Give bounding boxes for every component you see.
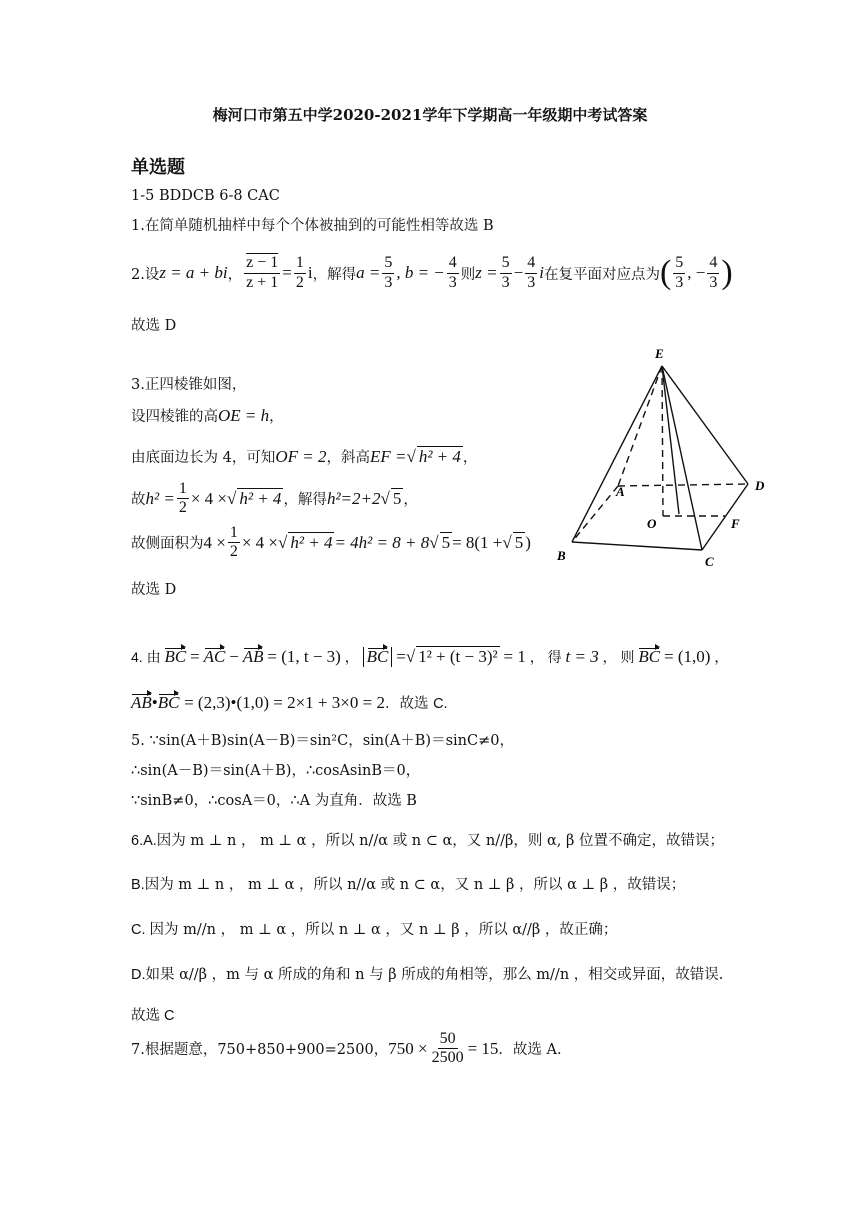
label-C: C [705,554,714,569]
q6-option-a: 6.A.因为 m ⊥ n ， m ⊥ α ，所以 n//α 或 n ⊂ α，又 n//β，则 α, β 位置不确定，故错误； [131,833,725,849]
q2-half: $\frac{1}{2}$ [295,254,304,291]
q6-option-d: D.如果 α//β ，m 与 α 所成的角和 n 与 β 所成的角相等，那么 m//n ，相交或异面，故错误. [131,967,724,983]
q3-line4: 故 h² = $\frac{1}{2}$ × 4 × √ h² + 4 ，解得 h²=2+2 √ 5 ， [131,480,418,517]
label-O: O [647,516,657,531]
edge-EA [618,366,662,486]
q2-tail: 在复平面对应点为 [543,266,660,283]
document-title: 梅河口市第五中学2020-2021学年下学期高一年级期中考试答案 [212,106,648,124]
q2-z-frac2: $\frac{4}{3}$ [527,254,536,291]
q2-minus: − [513,263,524,282]
edge-EF [662,366,679,514]
q2-answer: 故选 D [131,318,177,334]
q2-pt-sep: , − [687,263,706,282]
q2-z-eq: z = [475,263,498,282]
label-F: F [731,516,740,531]
q5-line3: ∵sinB≠0，∴cosA＝0，∴A 为直角．故选 B [131,793,417,809]
label-B: B [557,548,566,563]
q6-option-c: C. 因为 m//n ， m ⊥ α ，所以 n ⊥ α ，又 n ⊥ β ，所以 α//β ，故正确； [131,922,618,938]
q2-b-frac: $\frac{4}{3}$ [448,254,457,291]
q2-expr1: z = a + bi [159,263,228,282]
q2-a-frac: $\frac{5}{3}$ [384,254,393,291]
q2-sep: ， [227,266,243,283]
q1-explanation: 1.在简单随机抽样中每个个体被抽到的可能性相等故选 B [131,218,494,234]
q5-line2: ∴sin(A－B)＝sin(A＋B)，∴cosAsinB＝0， [131,763,421,779]
label-D: D [755,478,765,493]
label-E: E [655,346,664,361]
edge-AB [572,486,618,542]
label-A: A [616,484,625,499]
q5-line1: 5. ∵sin(A＋B)sin(A－B)＝sin²C，sin(A＋B)＝sinC≠0， [131,733,514,749]
edge-BC [572,542,702,550]
q2-mid: ，解得 [312,266,357,283]
q7-line: 7.根据题意，750+850+900=2500， 750 × $\frac{50}{2500}$ = 15 ．故选 A. [131,1030,562,1067]
q2-i: i [307,263,313,282]
section-heading: 单选题 [131,157,185,178]
pyramid-figure [550,338,780,574]
edge-EO [662,366,663,516]
edge-AD [618,484,748,486]
q6-answer: 故选 C [131,1008,175,1024]
q2-line: 2.设 z = a + bi ， $\frac{z - 1}{z + 1}$ = $\frac{1}{2}$ i ，解得 a = $\frac{5}{3}$ , b = − $\frac{4}{3}$ 则 z = $\frac{5}{3}$ − $\frac{4}{3}$ i 在复平面对应点为 ( $\frac{5}{3}$ , − $\frac{4}{3}$ ) [131,254,733,291]
q3-line2: 设四棱锥的高OE = h， [131,406,284,425]
q3-answer: 故选 D [131,582,177,598]
q2-pt-frac1: $\frac{5}{3}$ [675,254,684,291]
q2-zi: i [539,263,544,282]
q2-b-eq: , b = − [396,263,445,282]
q2-prefix: 2.设 [131,266,160,283]
q3-line1: 3.正四棱锥如图， [131,377,247,393]
q2-a-eq: a = [356,263,381,282]
q3-line5: 故侧面积为 4 × $\frac{1}{2}$ × 4 × √ h² + 4 = 4h² = 8 + 8 √ 5 = 8(1 + √ 5 ) [131,524,531,561]
q4-line1: 4. 由 BC = AC − AB = (1, t − 3) ， BC =√ 1² + (t − 3)² = 1 ， 得 t = 3 ， 则 BC = (1,0) ， [131,647,729,666]
q2-pt-frac2: $\frac{4}{3}$ [709,254,718,291]
edge-CD [702,484,748,550]
q3-line3: 由底面边长为 4，可知OF = 2，斜高EF =√ h² + 4 ， [131,447,478,466]
q6-option-b: B.因为 m ⊥ n ， m ⊥ α ，所以 n//α 或 n ⊂ α，又 n ⊥ β ，所以 α ⊥ β ，故错误； [131,877,686,893]
q2-eq: = [282,263,292,282]
answer-key: 1-5 BDDCB 6-8 CAC [131,188,280,204]
q2-fraction: $\frac{z - 1}{z + 1}$ [246,254,279,291]
q2-then: 则 [460,266,476,283]
q4-line2: AB•BC = (2,3)•(1,0) = 2×1 + 3×0 = 2．故选 C. [131,693,448,712]
q2-z-frac1: $\frac{5}{3}$ [501,254,510,291]
